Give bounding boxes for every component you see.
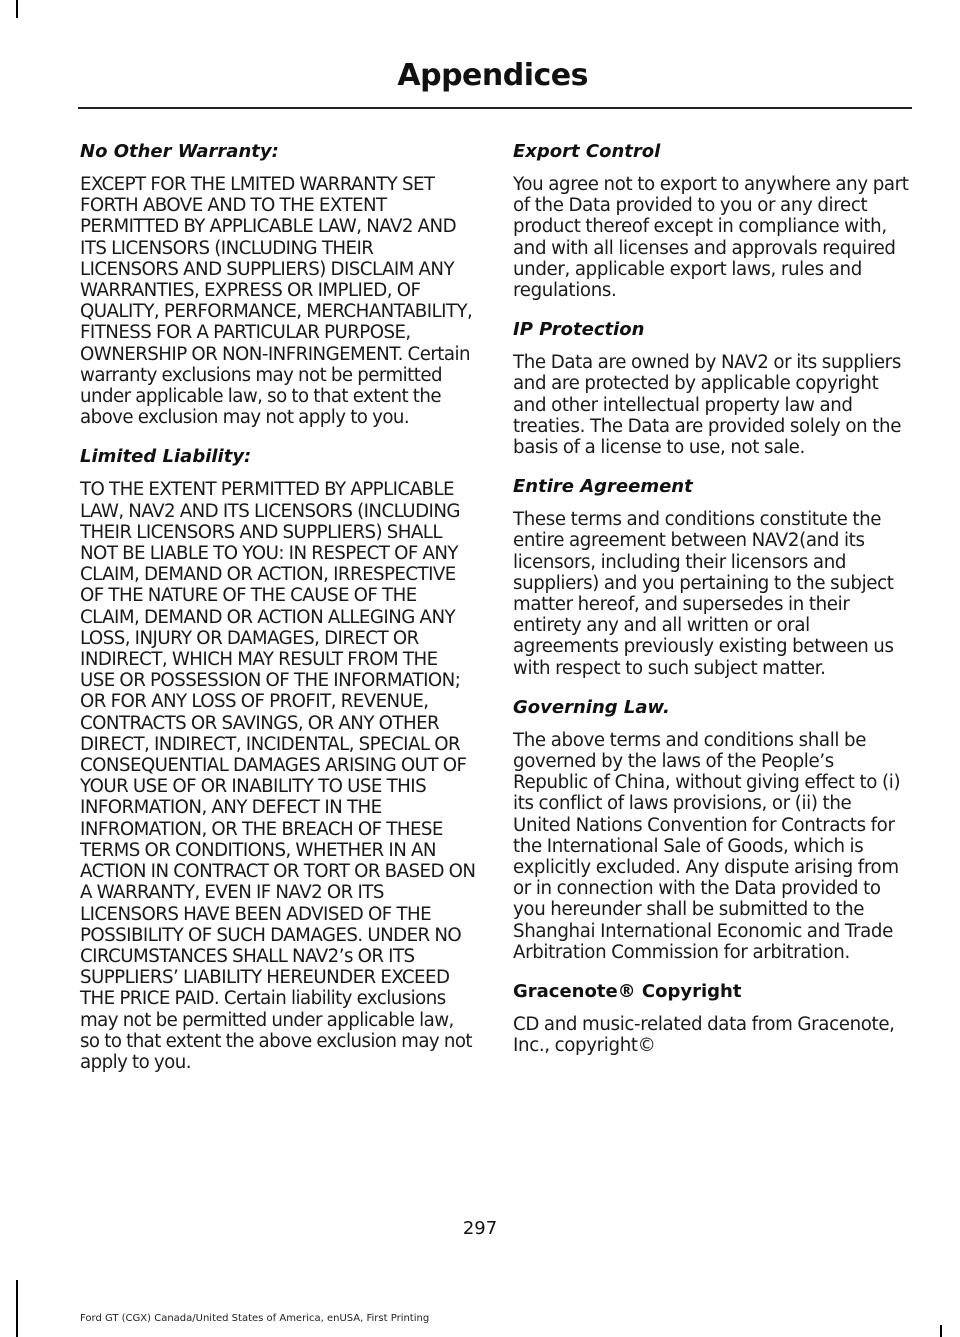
footer-text: Ford GT (CGX) Canada/United States of America, enUSA, First Printing (80, 1313, 430, 1324)
export-control-body: You agree not to export to anywhere any part of the Data provided to you or any direct product thereof except in compliance with, and with all licenses and approvals required under, applicable export laws, rules and regulations. (513, 174, 909, 302)
entire-agreement-heading: Entire Agreement (513, 476, 693, 498)
limited-liability-body: TO THE EXTENT PERMITTED BY APPLICABLE LAW, NAV2 AND ITS LICENSORS (INCLUDING THEIR LICENSORS AND SUPPLIERS) SHALL NOT BE LIABLE TO YOU: IN RESPECT OF ANY CLAIM, DEMAND OR ACTION, IRRESPECTIVE OF THE NATURE OF THE CAUSE OF THE CLAIM, DEMAND OR ACTION ALLEGING ANY LOSS, INJURY OR DAMAGES, DIRECT OR INDIRECT, WHICH MAY RESULT FROM THE USE OR POSSESSION OF THE INFORMATION; OR FOR ANY LOSS OF PROFIT, REVENUE, CONTRACTS OR SAVINGS, OR ANY OTHER DIRECT, INDIRECT, INCIDENTAL, SPECIAL OR CONSEQUENTIAL DAMAGES ARISING OUT OF YOUR USE OF OR INABILITY TO USE THIS INFORMATION, ANY DEFECT IN THE INFROMATION, OR THE BREACH OF THESE TERMS OR CONDITIONS, WHETHER IN AN ACTION IN CONTRACT OR TORT OR BASED ON A WARRANTY, EVEN IF NAV2 OR ITS LICENSORS HAVE BEEN ADVISED OF THE POSSIBILITY OF SUCH DAMAGES. UNDER NO CIRCUMSTANCES SHALL NAV2’s OR ITS SUPPLIERS’ LIABILITY HEREUNDER EXCEED THE PRICE PAID. Certain liability exclusions may not be permitted under applicable law, so to that extent the above exclusion may not apply to you. (80, 479, 476, 1073)
export-control-heading: Export Control (513, 141, 661, 162)
limited-liability-heading: Limited Liability: (80, 446, 252, 468)
crop-mark-bottom-right (940, 1325, 942, 1337)
page-title: Appendices (397, 58, 588, 93)
ip-protection-heading: IP Protection (513, 319, 645, 341)
gracenote-copyright-body: CD and music-related data from Gracenote, Inc., copyright© (513, 1014, 895, 1057)
no-other-warranty-heading: No Other Warranty: (80, 141, 279, 162)
governing-law-heading: Governing Law. (513, 696, 670, 718)
left-column (80, 140, 476, 1090)
ip-protection-body: The Data are owned by NAV2 or its suppliers and are protected by applicable copyright and other intellectual property law and treaties. The Data are provided solely on the basis of a license to use, not sale. (513, 352, 902, 459)
right-column (513, 140, 909, 1074)
crop-mark-top-left (16, 0, 18, 18)
page-number: 297 (462, 1218, 498, 1239)
header-divider (78, 107, 912, 109)
no-other-warranty-body: EXCEPT FOR THE LMITED WARRANTY SET FORTH ABOVE AND TO THE EXTENT PERMITTED BY APPLICABLE LAW, NAV2 AND ITS LICENSORS (INCLUDING THEIR LICENSORS AND SUPPLIERS) DISCLAIM ANY WARRANTIES, EXPRESS OR IMPLIED, OF QUALITY, PERFORMANCE, MERCHANTABILITY, FITNESS FOR A PARTICULAR PURPOSE, OWNERSHIP OR NON-INFRINGEMENT. Certain warranty exclusions may not be permitted under applicable law, so to that extent the above exclusion may not apply to you. (80, 174, 473, 429)
governing-law-body: The above terms and conditions shall be governed by the laws of the People’s Republic of China, without giving effect to (i) its conflict of laws provisions, or (ii) the United Nations Convention for Contracts for the International Sale of Goods, which is explicitly excluded. Any dispute arising from or in connection with the Data provided to you hereunder shall be submitted to the Shanghai International Economic and Trade Arbitration Commission for arbitration. (513, 729, 901, 963)
gracenote-copyright-heading: Gracenote® Copyright (513, 981, 742, 1003)
crop-mark-bottom-left (16, 1280, 18, 1337)
entire-agreement-body: These terms and conditions constitute the entire agreement between NAV2(and its licensors, including their licensors and suppliers) and you pertaining to the subject matter hereof, and supersedes in their entirety any and all written or oral agreements previously existing between us with respect to such subject matter. (513, 509, 894, 679)
